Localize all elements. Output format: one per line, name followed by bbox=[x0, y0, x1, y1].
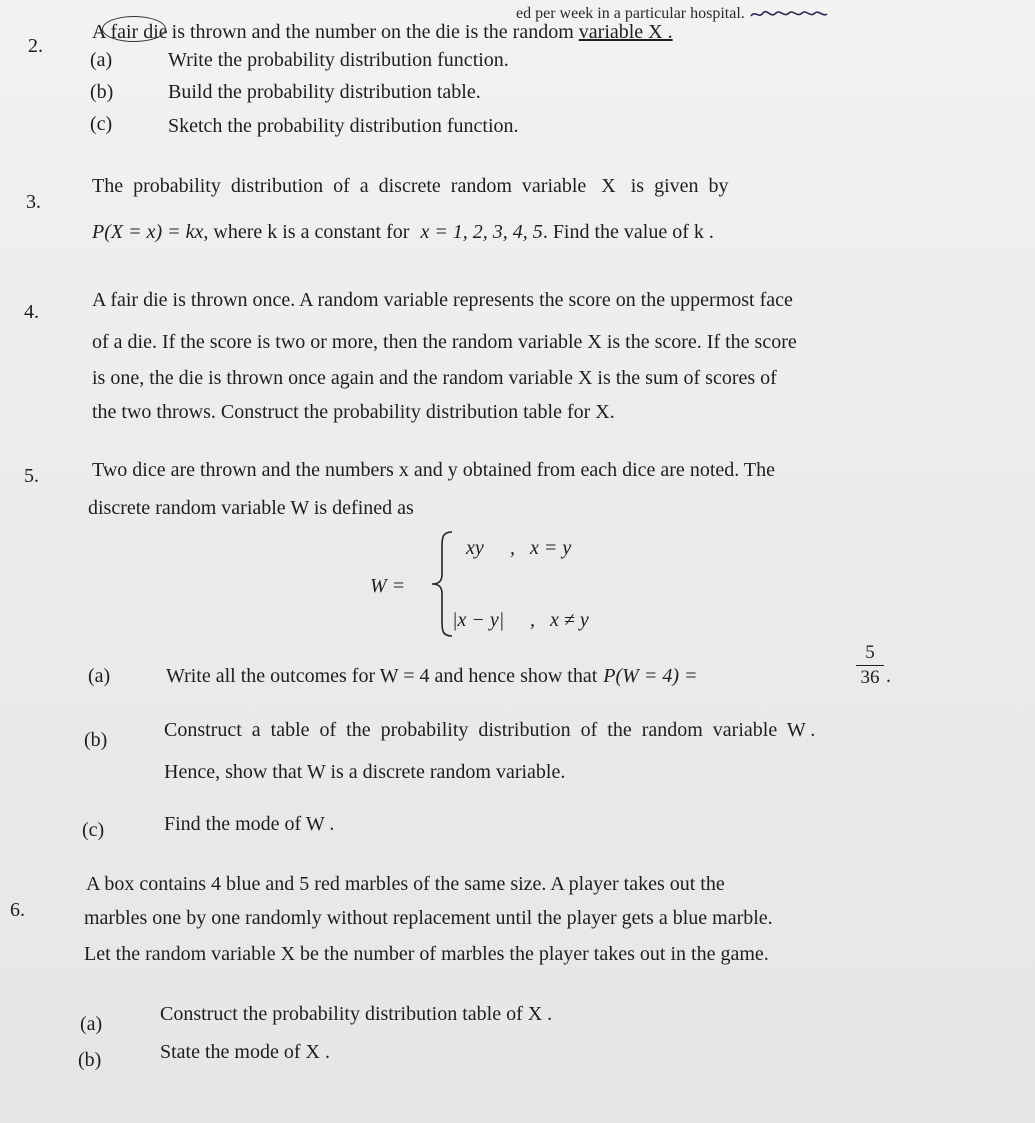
q5-c-label: (c) bbox=[82, 819, 105, 841]
q6-number: 6. bbox=[10, 899, 25, 921]
q3-number: 3. bbox=[26, 191, 41, 213]
q4-line3: is one, the die is thrown once again and the random variable X is the sum of scores of bbox=[92, 367, 777, 389]
q6-a-label: (a) bbox=[80, 1013, 103, 1035]
q6-line3: Let the random variable X be the number of marbles the player takes out in the game. bbox=[84, 943, 769, 965]
q2-b-text: Build the probability distribution table. bbox=[168, 81, 481, 103]
q6-line2: marbles one by one randomly without replacement until the player gets a blue marble. bbox=[84, 907, 773, 929]
q5-a-label: (a) bbox=[88, 665, 111, 687]
q5-b-label: (b) bbox=[84, 729, 108, 751]
q2-c-label: (c) bbox=[90, 113, 113, 135]
q4-line4: the two throws. Construct the probability distribution table for X. bbox=[92, 401, 615, 423]
case2-condition: , x ≠ y bbox=[530, 609, 589, 631]
q2-stem: A fair die is thrown and the number on the die is the random variable X . bbox=[92, 21, 673, 43]
q5-a-end: . bbox=[886, 665, 891, 687]
q6-b-text: State the mode of X . bbox=[160, 1041, 330, 1063]
q5-c-text: Find the mode of W . bbox=[164, 813, 335, 835]
q5-line2: discrete random variable W is defined as bbox=[88, 497, 414, 519]
q6-b-label: (b) bbox=[78, 1049, 102, 1071]
w-lhs: W = bbox=[370, 575, 406, 597]
q3-line1: The probability distribution of a discrete random variable X is given by bbox=[92, 175, 729, 197]
header-fragment: ed per week in a particular hospital. bbox=[516, 2, 829, 26]
q2-a-label: (a) bbox=[90, 49, 113, 71]
q2-underlined-variable: variable X . bbox=[578, 21, 673, 43]
fraction-numerator: 5 bbox=[865, 642, 875, 663]
q4-line2: of a die. If the score is two or more, then the random variable X is the score. If the score bbox=[92, 331, 797, 353]
q2-number: 2. bbox=[28, 35, 43, 57]
case1-condition: , x = y bbox=[510, 537, 572, 559]
fraction-5-over-36 bbox=[856, 642, 884, 689]
q4-line1: A fair die is thrown once. A random variable represents the score on the uppermost face bbox=[92, 289, 793, 311]
q6-a-text: Construct the probability distribution table of X . bbox=[160, 1003, 553, 1025]
q6-line1: A box contains 4 blue and 5 red marbles of the same size. A player takes out the bbox=[86, 873, 725, 895]
handwritten-scribble bbox=[749, 7, 829, 21]
q2-b-label: (b) bbox=[90, 81, 114, 103]
q3-line2: P(X = x) = kx, where k is a constant for x = 1, 2, 3, 4, 5. Find the value of k . bbox=[92, 221, 714, 243]
case2-expr: |x − y| bbox=[452, 609, 505, 631]
fraction-denominator: 36 bbox=[860, 667, 880, 688]
q5-line1: Two dice are thrown and the numbers x and y obtained from each dice are noted. The bbox=[92, 459, 775, 481]
q4-number: 4. bbox=[24, 301, 39, 323]
q2-c-text: Sketch the probability distribution function. bbox=[168, 115, 519, 137]
q5-b-text1: Construct a table of the probability distribution of the random variable W . bbox=[164, 719, 816, 741]
q5-a-text: Write all the outcomes for W = 4 and hence show that P(W = 4) = bbox=[166, 665, 698, 687]
q5-number: 5. bbox=[24, 465, 39, 487]
case1-expr: xy bbox=[466, 537, 484, 559]
q5-b-text2: Hence, show that W is a discrete random variable. bbox=[164, 761, 566, 783]
handwritten-circle bbox=[102, 16, 166, 42]
q2-a-text: Write the probability distribution function. bbox=[168, 49, 509, 71]
